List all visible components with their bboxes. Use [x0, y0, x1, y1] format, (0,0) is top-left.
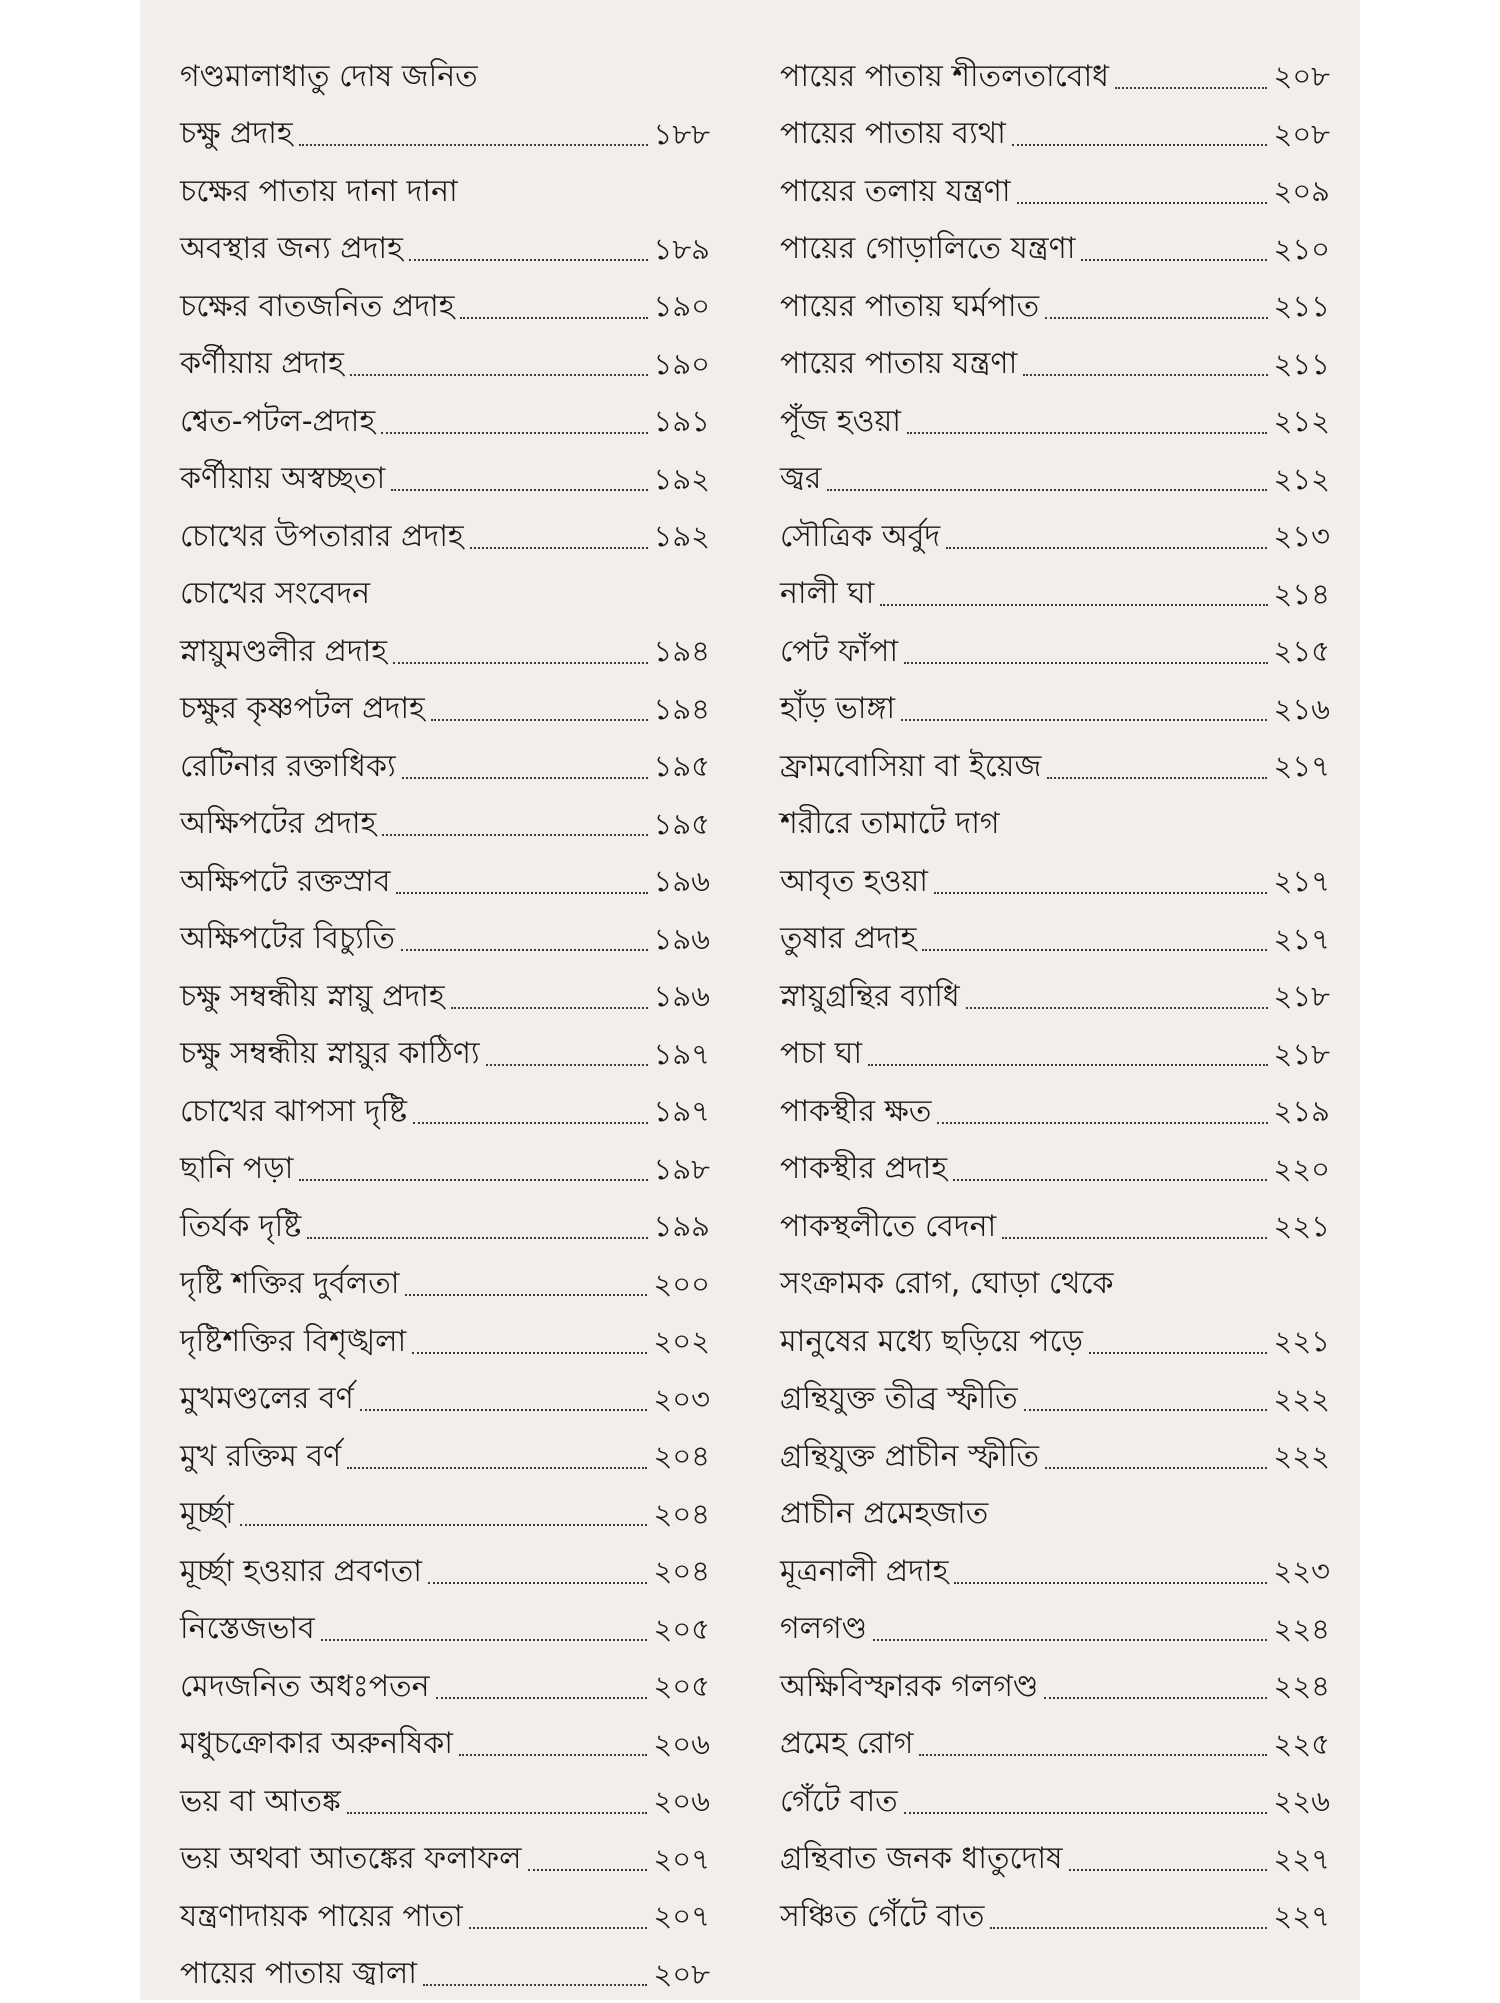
entry-page-number: ২২২: [1273, 1442, 1330, 1471]
index-entry: [180, 1888, 710, 1946]
entry-title: আবৃত হওয়া: [780, 867, 928, 897]
dot-leader: [1045, 1467, 1267, 1469]
entry-page-number: ২০৯: [1273, 177, 1330, 206]
dot-leader: [919, 1754, 1267, 1756]
entry-title: কর্ণীয়ায় অস্বচ্ছতা: [180, 464, 385, 494]
index-entry: [780, 451, 1330, 509]
dot-leader: [868, 1064, 1267, 1066]
dot-leader: [405, 1294, 647, 1296]
index-entry: [780, 968, 1330, 1026]
entry-page-number: ২১২: [1273, 407, 1330, 436]
index-entry: [780, 278, 1330, 336]
dot-leader: [412, 1352, 647, 1354]
dot-leader: [240, 1524, 648, 1526]
entry-title: মুখ রক্তিম বর্ণ: [180, 1442, 341, 1472]
dot-leader: [459, 1754, 647, 1756]
entry-page-number: ১৯২: [654, 465, 711, 494]
entry-page-number: ২০৮: [1273, 62, 1330, 91]
entry-page-number: ২১৩: [1273, 522, 1330, 551]
index-entry: [780, 393, 1330, 451]
entry-title: পচা ঘা: [780, 1039, 862, 1069]
dot-leader: [393, 662, 647, 664]
entry-title: পাকস্থীর ক্ষত: [780, 1097, 931, 1127]
dot-leader: [873, 1639, 1267, 1641]
entry-title: শ্বেত-পটল-প্রদাহ: [180, 407, 375, 437]
dot-leader: [347, 1812, 648, 1814]
index-entry: [180, 1773, 710, 1831]
index-entry: [180, 1543, 710, 1601]
dot-leader: [1044, 1697, 1267, 1699]
entry-title: গেঁটে বাত: [780, 1787, 898, 1817]
entry-page-number: ২০৭: [653, 1845, 710, 1874]
entry-title: মধুচক্রোকার অরুনষিকা: [180, 1729, 453, 1759]
index-entry: [180, 1313, 710, 1371]
entry-title: পাকস্থীর প্রদাহ: [780, 1154, 947, 1184]
entry-title: কর্ণীয়ায় প্রদাহ: [180, 349, 344, 379]
entry-page-number: ২১৮: [1274, 982, 1331, 1011]
index-entry: [780, 1256, 1330, 1314]
entry-page-number: ২২৫: [1273, 1730, 1330, 1759]
entry-title: অক্ষিপটের বিচ্যুতি: [180, 924, 395, 954]
entry-page-number: ১৯৭: [654, 1040, 711, 1069]
entry-title: ভয় অথবা আতঙ্কের ফলাফল: [180, 1844, 522, 1874]
index-entry: [780, 681, 1330, 739]
entry-title: মূৰ্চ্ছা: [180, 1499, 234, 1529]
entry-page-number: ২২১: [1273, 1212, 1330, 1241]
entry-page-number: ২২৪: [1273, 1672, 1330, 1701]
entry-title: অক্ষিপটের প্রদাহ: [180, 809, 376, 839]
entry-page-number: ২০৪: [653, 1500, 710, 1529]
entry-title: অক্ষিবিস্ফারক গলগণ্ড: [780, 1672, 1038, 1702]
entry-page-number: ২০৬: [653, 1730, 710, 1759]
entry-title: হাঁড় ভাঙ্গা: [780, 694, 895, 724]
dot-leader: [934, 892, 1268, 894]
index-entry: [180, 1256, 710, 1314]
index-entry: [780, 1658, 1330, 1716]
entry-title: প্রাচীন প্রমেহজাত: [780, 1499, 988, 1529]
dot-leader: [347, 1467, 647, 1469]
index-entry: [780, 911, 1330, 969]
entry-title: চক্ষু প্রদাহ: [180, 119, 293, 149]
entry-page-number: ২১৫: [1274, 637, 1331, 666]
dot-leader: [307, 1237, 647, 1239]
entry-title: জ্বর: [780, 464, 821, 494]
entry-page-number: ২২৬: [1273, 1787, 1330, 1816]
entry-page-number: ২০৭: [653, 1902, 710, 1931]
entry-page-number: ২০৮: [1273, 120, 1330, 149]
entry-title: গণ্ডমালাধাতু দোষ জনিত: [180, 62, 478, 92]
dot-leader: [880, 604, 1267, 606]
index-entry: [780, 1371, 1330, 1429]
dot-leader: [486, 1064, 648, 1066]
index-entry: [180, 163, 710, 221]
entry-title: পায়ের তলায় যন্ত্রণা: [780, 177, 1011, 207]
index-entry: [180, 393, 710, 451]
dot-leader: [1115, 87, 1267, 89]
entry-page-number: ২২৭: [1273, 1902, 1330, 1931]
entry-page-number: ১৮৮: [654, 120, 710, 149]
entry-page-number: ২১১: [1274, 292, 1331, 321]
dot-leader: [321, 1639, 648, 1641]
entry-page-number: ২২৪: [1273, 1615, 1330, 1644]
entry-title: নালী ঘা: [780, 579, 874, 609]
entry-title: মুখমণ্ডলের বর্ণ: [180, 1384, 354, 1414]
entry-title: পায়ের পাতায় জ্বালা: [180, 1959, 417, 1989]
entry-page-number: ২০৫: [653, 1672, 710, 1701]
dot-leader: [401, 949, 648, 951]
entry-title: মূর্চ্ছা হওয়ার প্রবণতা: [180, 1557, 422, 1587]
entry-title: ভয় বা আতঙ্ক: [180, 1787, 341, 1817]
index-entry: [180, 1946, 710, 2003]
dot-leader: [990, 1927, 1267, 1929]
dot-leader: [382, 834, 647, 836]
entry-page-number: ১৯৯: [654, 1212, 710, 1241]
dot-leader: [460, 317, 647, 319]
index-entry: [780, 1141, 1330, 1199]
index-entry: [780, 106, 1330, 164]
entry-title: তুষার প্রদাহ: [780, 924, 916, 954]
entry-page-number: ২১৬: [1273, 695, 1330, 724]
entry-page-number: ১৯৮: [654, 1155, 710, 1184]
dot-leader: [396, 892, 647, 894]
index-entry: [180, 336, 710, 394]
index-entry: [180, 1141, 710, 1199]
dot-leader: [402, 777, 648, 779]
entry-title: মেদজনিত অধঃপতন: [180, 1672, 430, 1702]
index-column-left: [180, 48, 710, 2003]
index-entry: [180, 1658, 710, 1716]
index-entry: [180, 1083, 710, 1141]
entry-page-number: ১৯২: [654, 522, 711, 551]
entry-title: শরীরে তামাটে দাগ: [780, 809, 1000, 839]
dot-leader: [1089, 1352, 1268, 1354]
entry-title: পায়ের পাতায় ঘর্মপাত: [780, 292, 1039, 322]
index-entry: [180, 796, 710, 854]
dot-leader: [953, 1179, 1267, 1181]
index-entry: [180, 1026, 710, 1084]
dot-leader: [1081, 259, 1267, 261]
entry-title: সৌত্রিক অর্বুদ: [780, 522, 940, 552]
index-page: [140, 0, 1360, 2000]
entry-title: চোখের উপতারার প্রদাহ: [180, 522, 464, 552]
entry-page-number: ১৮৯: [654, 235, 710, 264]
entry-title: অক্ষিপটে রক্তস্রাব: [180, 867, 390, 897]
entry-page-number: ১৯৪: [654, 637, 710, 666]
index-entry: [180, 1831, 710, 1889]
dot-leader: [1045, 317, 1267, 319]
entry-page-number: ১৯৬: [654, 867, 711, 896]
index-entry: [180, 968, 710, 1026]
entry-title: চক্ষুর কৃষ্ণপটল প্রদাহ: [180, 694, 425, 724]
entry-title: প্রমেহ রোগ: [780, 1729, 913, 1759]
index-entry: [780, 221, 1330, 279]
index-entry: [180, 681, 710, 739]
entry-page-number: ২২০: [1273, 1155, 1330, 1184]
index-entry: [180, 48, 710, 106]
entry-title: ফ্রামবোসিয়া বা ইয়েজ: [780, 752, 1041, 782]
dot-leader: [431, 719, 648, 721]
entry-page-number: ২০৩: [653, 1385, 710, 1414]
entry-title: পেট ফাঁপা: [780, 637, 898, 667]
index-entry: [180, 278, 710, 336]
dot-leader: [907, 432, 1268, 434]
index-entry: [780, 508, 1330, 566]
entry-title: গ্রন্থিযুক্ত তীব্র স্ফীতি: [780, 1384, 1018, 1414]
entry-title: পায়ের পাতায় যন্ত্রণা: [780, 349, 1017, 379]
dot-leader: [428, 1582, 647, 1584]
dot-leader: [937, 1122, 1267, 1124]
index-entry: [780, 1543, 1330, 1601]
entry-page-number: ২০৬: [653, 1787, 710, 1816]
index-entry: [780, 1313, 1330, 1371]
dot-leader: [413, 1122, 647, 1124]
dot-leader: [528, 1869, 648, 1871]
entry-page-number: ১৯০: [654, 350, 711, 379]
entry-page-number: ১৯৪: [654, 695, 710, 724]
dot-leader: [299, 144, 648, 146]
index-entry: [780, 1888, 1330, 1946]
entry-page-number: ২২৭: [1273, 1845, 1330, 1874]
entry-title: চোখের সংবেদন: [180, 579, 370, 609]
dot-leader: [904, 1812, 1268, 1814]
dot-leader: [470, 547, 648, 549]
dot-leader: [469, 1927, 648, 1929]
dot-leader: [954, 1582, 1267, 1584]
entry-title: নিস্তেজভাব: [180, 1614, 315, 1644]
index-entry: [180, 623, 710, 681]
dot-leader: [901, 719, 1267, 721]
index-entry: [180, 1486, 710, 1544]
entry-title: চক্ষু সম্বন্ধীয় স্নায়ুর কাঠিণ্য: [180, 1039, 480, 1069]
dot-leader: [350, 374, 648, 376]
entry-page-number: ২১৭: [1273, 925, 1330, 954]
index-entry: [780, 1428, 1330, 1486]
index-entry: [180, 451, 710, 509]
entry-page-number: ২০০: [653, 1270, 710, 1299]
entry-page-number: ১৯৭: [654, 1097, 711, 1126]
entry-title: গ্রন্থিযুক্ত প্রাচীন স্ফীতি: [780, 1442, 1039, 1472]
entry-title: পায়ের গোড়ালিতে যন্ত্রণা: [780, 234, 1075, 264]
entry-title: মানুষের মধ্যে ছড়িয়ে পড়ে: [780, 1327, 1083, 1357]
entry-title: পূঁজ হওয়া: [780, 407, 901, 437]
entry-title: পাকস্থলীতে বেদনা: [780, 1212, 996, 1242]
dot-leader: [409, 259, 648, 261]
entry-title: দৃষ্টিশক্তির বিশৃঙ্খলা: [180, 1327, 406, 1357]
dot-leader: [827, 489, 1267, 491]
entry-page-number: ২০৫: [653, 1615, 710, 1644]
entry-title: চক্ষু সম্বন্ধীয় স্নায়ু প্রদাহ: [180, 982, 445, 1012]
dot-leader: [299, 1179, 647, 1181]
index-entry: [180, 1716, 710, 1774]
index-entry: [780, 1773, 1330, 1831]
dot-leader: [360, 1409, 648, 1411]
entry-page-number: ১৯১: [654, 407, 710, 436]
entry-title: ছানি পড়া: [180, 1154, 293, 1184]
entry-page-number: ২২২: [1273, 1385, 1330, 1414]
dot-leader: [966, 1007, 1268, 1009]
index-entry: [780, 1083, 1330, 1141]
entry-title: পায়ের পাতায় ব্যথা: [780, 119, 1006, 149]
index-entry: [180, 1601, 710, 1659]
entry-page-number: ২১০: [1273, 235, 1330, 264]
index-entry: [780, 1026, 1330, 1084]
index-entry: [780, 738, 1330, 796]
entry-title: স্নায়ুগ্রন্থির ব্যাধি: [780, 982, 960, 1012]
entry-title: অবস্থার জন্য প্রদাহ: [180, 234, 403, 264]
dot-leader: [451, 1007, 648, 1009]
entry-page-number: ২০৪: [653, 1442, 710, 1471]
entry-title: তির্যক দৃষ্টি: [180, 1212, 301, 1242]
entry-title: রেটিনার রক্তাধিক্য: [180, 752, 396, 782]
dot-leader: [904, 662, 1267, 664]
index-entry: [780, 623, 1330, 681]
entry-page-number: ২০২: [653, 1327, 710, 1356]
index-entry: [180, 911, 710, 969]
entry-page-number: ১৯৬: [654, 925, 711, 954]
index-entry: [180, 508, 710, 566]
entry-title: চক্ষের বাতজনিত প্রদাহ: [180, 292, 454, 322]
dot-leader: [1002, 1237, 1267, 1239]
dot-leader: [381, 432, 647, 434]
index-entry: [180, 221, 710, 279]
dot-leader: [423, 1984, 648, 1986]
index-entry: [180, 853, 710, 911]
dot-leader: [1047, 777, 1267, 779]
index-entry: [780, 796, 1330, 854]
index-entry: [780, 1831, 1330, 1889]
index-entry: [780, 1198, 1330, 1256]
entry-page-number: ২১৮: [1274, 1040, 1331, 1069]
entry-title: সংক্রামক রোগ, ঘোড়া থেকে: [780, 1269, 1114, 1299]
dot-leader: [436, 1697, 648, 1699]
entry-page-number: ২১৯: [1274, 1097, 1331, 1126]
index-entry: [180, 1428, 710, 1486]
dot-leader: [1012, 144, 1268, 146]
index-entry: [780, 1486, 1330, 1544]
entry-page-number: ২১৭: [1273, 752, 1330, 781]
dot-leader: [391, 489, 647, 491]
index-entry: [180, 566, 710, 624]
entry-page-number: ২১১: [1274, 350, 1331, 379]
entry-page-number: ১৯৫: [654, 752, 710, 781]
dot-leader: [1024, 1409, 1268, 1411]
entry-title: চোখের ঝাপসা দৃষ্টি: [180, 1097, 407, 1127]
index-entry: [180, 1198, 710, 1256]
entry-page-number: ২২১: [1273, 1327, 1330, 1356]
entry-title: গ্রন্থিবাত জনক ধাতুদোষ: [780, 1844, 1063, 1874]
entry-title: স্নায়ুমণ্ডলীর প্রদাহ: [180, 637, 387, 667]
dot-leader: [946, 547, 1267, 549]
entry-page-number: ১৯০: [654, 292, 711, 321]
index-entry: [780, 163, 1330, 221]
entry-page-number: ২১৭: [1273, 867, 1330, 896]
entry-title: দৃষ্টি শক্তির দুর্বলতা: [180, 1269, 399, 1299]
entry-page-number: ১৯৬: [654, 982, 711, 1011]
index-column-right: [780, 48, 1330, 1946]
dot-leader: [1017, 202, 1268, 204]
entry-page-number: ২২৩: [1273, 1557, 1330, 1586]
entry-page-number: ২০৪: [653, 1557, 710, 1586]
index-entry: [780, 1601, 1330, 1659]
index-entry: [780, 566, 1330, 624]
entry-title: গলগণ্ড: [780, 1614, 867, 1644]
entry-page-number: ২০৮: [653, 1960, 710, 1989]
entry-page-number: ২১২: [1273, 465, 1330, 494]
index-entry: [780, 853, 1330, 911]
entry-title: মূত্রনালী প্রদাহ: [780, 1557, 948, 1587]
entry-title: যন্ত্রণাদায়ক পায়ের পাতা: [180, 1902, 463, 1932]
index-entry: [780, 336, 1330, 394]
entry-title: পায়ের পাতায় শীতলতাবোধ: [780, 62, 1109, 92]
dot-leader: [922, 949, 1267, 951]
dot-leader: [1069, 1869, 1268, 1871]
entry-title: সঞ্চিত গেঁটে বাত: [780, 1902, 984, 1932]
index-entry: [780, 48, 1330, 106]
index-entry: [780, 1716, 1330, 1774]
index-entry: [180, 106, 710, 164]
index-entry: [180, 738, 710, 796]
entry-title: চক্ষের পাতায় দানা দানা: [180, 177, 458, 207]
index-entry: [180, 1371, 710, 1429]
entry-page-number: ২১৪: [1274, 580, 1331, 609]
dot-leader: [1023, 374, 1267, 376]
entry-page-number: ১৯৫: [654, 810, 710, 839]
